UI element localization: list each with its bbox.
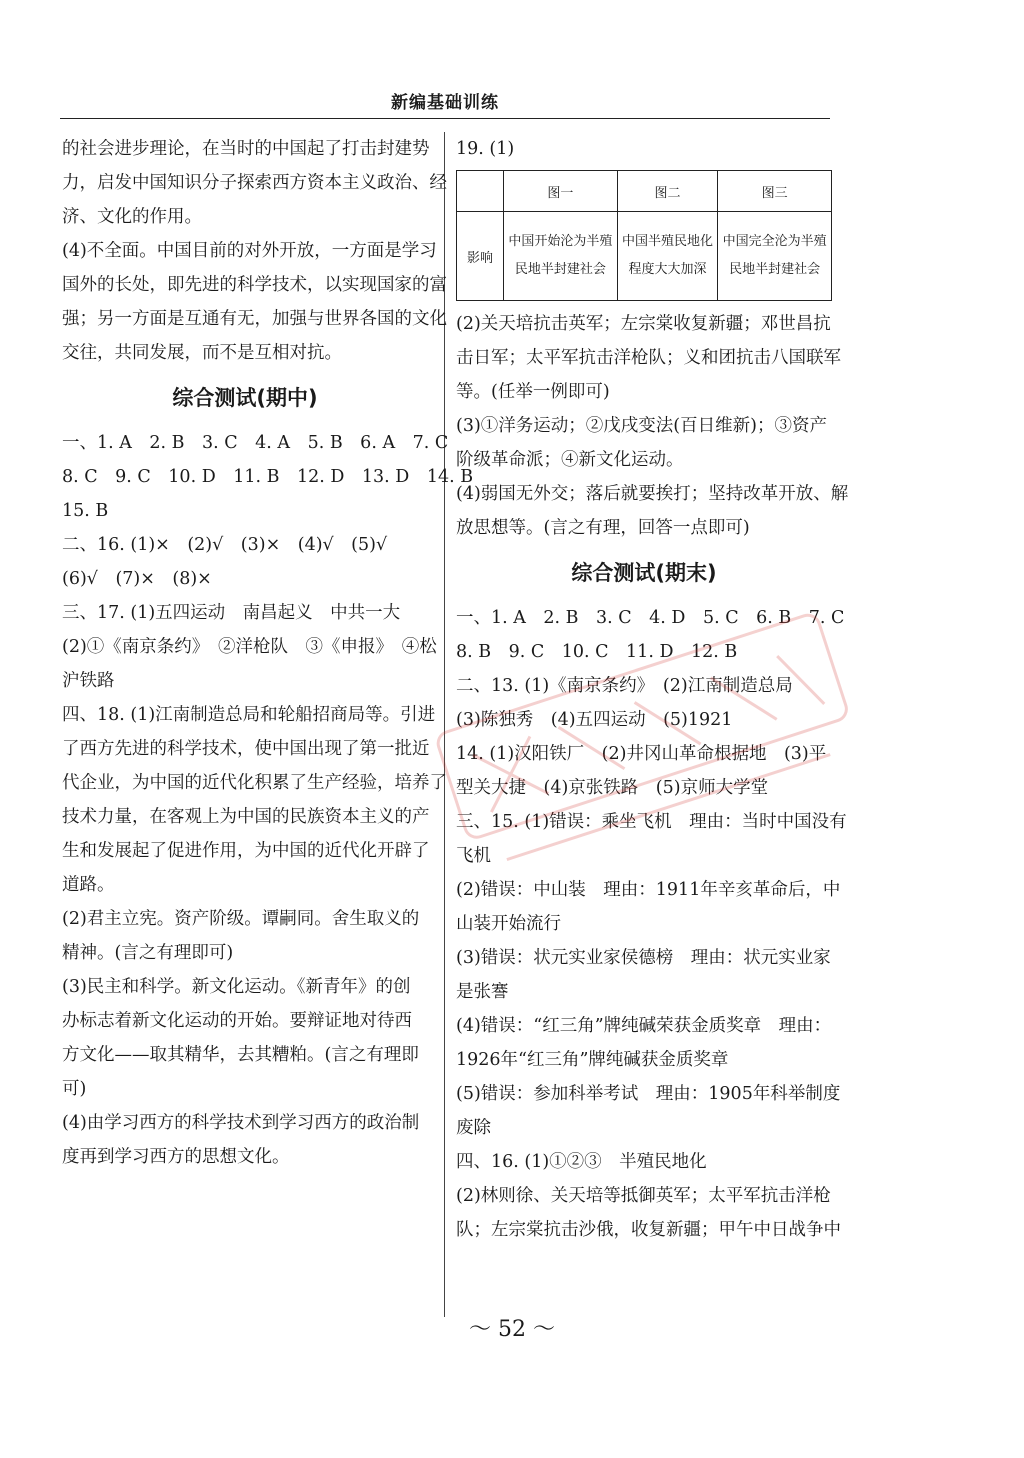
answer-line: 飞机 (456, 846, 491, 866)
table-header-row (457, 171, 832, 212)
answer-line: 技术力量，在客观上为中国的民族资本主义的产 (62, 807, 430, 827)
question-label: 19. (1) (456, 139, 515, 159)
answer-line: 代企业，为中国的近代化积累了生产经验，培养了 (62, 773, 447, 793)
answer-line: (5)错误：参加科举考试 理由：1905年科举制度 (456, 1084, 841, 1104)
answer-line: 14. (1)汉阳铁厂 (2)井冈山革命根据地 (3)平 (456, 744, 827, 764)
table-row-label: 影响 (457, 212, 504, 301)
answer-line: 山装开始流行 (456, 914, 561, 934)
answer-line: 8. B 9. C 10. C 11. D 12. B (456, 642, 738, 662)
answer-line: 沪铁路 (62, 671, 115, 691)
answer-line: (2)林则徐、关天培等抵御英军；太平军抗击洋枪 (456, 1186, 831, 1206)
text-line: 的社会进步理论，在当时的中国起了打击封建势 (62, 139, 430, 159)
answer-line: 8. C 9. C 10. D 11. B 12. D 13. D 14. B (62, 467, 474, 487)
answer-line: 道路。 (62, 875, 115, 895)
text-line: 放思想等。(言之有理，回答一点即可) (456, 518, 750, 538)
text-line: (2)关天培抗击英军；左宗棠收复新疆；邓世昌抗 (456, 314, 831, 334)
answer-line: 1926年“红三角”牌纯碱获金质奖章 (456, 1050, 729, 1070)
answer-line: (4)由学习西方的科学技术到学习西方的政治制 (62, 1113, 420, 1133)
answer-line: 了西方先进的科学技术，使中国出现了第一批近 (62, 739, 430, 759)
page-header (60, 88, 830, 119)
answer-line: 精神。(言之有理即可) (62, 943, 234, 963)
table-header-cell: 图二 (617, 171, 717, 212)
table-header-cell: 图一 (504, 171, 618, 212)
text-line: (4)不全面。中国目前的对外开放，一方面是学习 (62, 241, 437, 261)
table-cell: 中国开始沦为半殖民地半封建社会 (504, 212, 618, 301)
right-column (456, 132, 849, 1247)
answer-line: 三、15. (1)错误：乘坐飞机 理由：当时中国没有 (456, 812, 847, 832)
answer-line: 废除 (456, 1118, 491, 1138)
text-line: 交往，共同发展，而不是互相对抗。 (62, 343, 342, 363)
table-header-cell: 图三 (718, 171, 832, 212)
page-number: ～ 52 ～ (469, 1317, 555, 1342)
answer-line: 二、13. (1)《南京条约》 (2)江南制造总局 (456, 676, 793, 696)
answer-line: 二、16. (1)× (2)√ (3)× (4)√ (5)√ (62, 535, 388, 555)
answer-line: (3)陈独秀 (4)五四运动 (5)1921 (456, 710, 733, 730)
header-title: 新编基础训练 (391, 93, 499, 113)
answer-line: 四、18. (1)江南制造总局和轮船招商局等。引进 (62, 705, 436, 725)
answer-line: (2)错误：中山装 理由：1911年辛亥革命后，中 (456, 880, 841, 900)
table-row (457, 212, 832, 301)
answer-line: 是张謇 (456, 982, 509, 1002)
answer-line: 四、16. (1)①②③ 半殖民地化 (456, 1152, 707, 1172)
text-line: 阶级革命派；④新文化运动。 (456, 450, 684, 470)
text-line: (4)弱国无外交；落后就要挨打；坚持改革开放、解 (456, 484, 849, 504)
table-cell: 中国半殖民地化程度大大加深 (617, 212, 717, 301)
answer-line: 一、1. A 2. B 3. C 4. D 5. C 6. B 7. C (456, 608, 845, 628)
text-line: 等。(任举一例即可) (456, 382, 610, 402)
text-line: 力，启发中国知识分子探索西方资本主义政治、经 (62, 173, 447, 193)
answer-line: 方文化——取其精华，去其糟粕。(言之有理即 (62, 1045, 419, 1065)
section-title-midterm: 综合测试(期中) (172, 386, 318, 410)
answer-line: 度再到学习西方的思想文化。 (62, 1147, 290, 1167)
section-title-final: 综合测试(期末) (571, 561, 717, 585)
answer-line: (3)民主和科学。新文化运动。《新青年》的创 (62, 977, 411, 997)
answer-line: 型关大捷 (4)京张铁路 (5)京师大学堂 (456, 778, 769, 798)
answer-line: (3)错误：状元实业家侯德榜 理由：状元实业家 (456, 948, 831, 968)
text-line: 强；另一方面是互通有无，加强与世界各国的文化 (62, 309, 447, 329)
answer-line: 三、17. (1)五四运动 南昌起义 中共一大 (62, 603, 401, 623)
answer-line: 生和发展起了促进作用，为中国的近代化开辟了 (62, 841, 430, 861)
table-header-cell (457, 171, 504, 212)
text-line: (3)①洋务运动；②戊戌变法(百日维新)；③资产 (456, 416, 827, 436)
table-cell: 中国完全沦为半殖民地半封建社会 (718, 212, 832, 301)
answer-line: 一、1. A 2. B 3. C 4. A 5. B 6. A 7. C (62, 433, 449, 453)
text-line: 济、文化的作用。 (62, 207, 202, 227)
text-line: 击日军；太平军抗击洋枪队；义和团抗击八国联军 (456, 348, 841, 368)
answer-line: 15. B (62, 501, 109, 521)
answer-line: 可) (62, 1079, 87, 1099)
answer-line: (2)君主立宪。资产阶级。谭嗣同。舍生取义的 (62, 909, 420, 929)
answer-line: (2)①《南京条约》 ②洋枪队 ③《申报》 ④松 (62, 637, 437, 657)
answer-line: (4)错误：“红三角”牌纯碱荣获金质奖章 理由： (456, 1016, 832, 1036)
answer-line: 队；左宗棠抗击沙俄，收复新疆；甲午中日战争中 (456, 1220, 841, 1240)
answer-line: (6)√ (7)× (8)× (62, 569, 212, 589)
answer-line: 办标志着新文化运动的开始。要辩证地对待西 (62, 1011, 412, 1031)
text-line: 国外的长处，即先进的科学技术，以实现国家的富 (62, 275, 447, 295)
impact-table (456, 170, 832, 301)
